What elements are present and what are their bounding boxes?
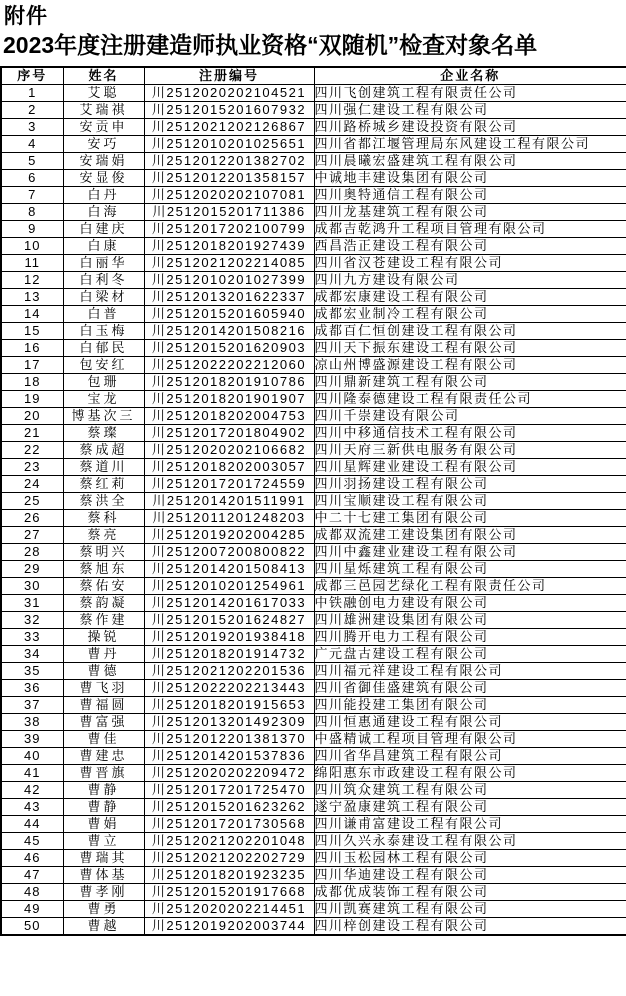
name-cell: 安巧 [63,136,144,153]
reg-number-cell: 川2512020202209472 [144,765,314,782]
table-body [1,85,626,936]
company-cell: 四川千崇建设有限公司 [314,408,626,425]
reg-number-cell: 川2512015201711386 [144,204,314,221]
table-row [1,731,626,748]
name-cell: 曹飞羽 [63,680,144,697]
column-header-reg: 注册编号 [144,67,314,85]
name-cell: 蔡作建 [63,612,144,629]
reg-number-cell: 川2512012201382702 [144,153,314,170]
reg-number-cell: 川2512015201917668 [144,884,314,901]
company-cell: 四川隆泰德建设工程有限责任公司 [314,391,626,408]
row-number-cell: 7 [1,187,63,204]
table-row [1,510,626,527]
row-number-cell: 19 [1,391,63,408]
reg-number-cell: 川2512013201492309 [144,714,314,731]
table-row [1,476,626,493]
reg-number-cell: 川2512017201725470 [144,782,314,799]
table-row [1,323,626,340]
name-cell: 白海 [63,204,144,221]
name-cell: 白郁民 [63,340,144,357]
reg-number-cell: 川2512014201537836 [144,748,314,765]
company-cell: 四川奥特通信工程有限公司 [314,187,626,204]
header-row [1,67,626,85]
table-row [1,204,626,221]
row-number-cell: 31 [1,595,63,612]
row-number-cell: 15 [1,323,63,340]
company-cell: 四川省华昌建筑工程有限公司 [314,748,626,765]
row-number-cell: 14 [1,306,63,323]
row-number-cell: 30 [1,578,63,595]
name-cell: 白丹 [63,187,144,204]
company-cell: 凉山州博盛源建设工程有限公司 [314,357,626,374]
reg-number-cell: 川2512014201511991 [144,493,314,510]
reg-number-cell: 川2512018201915653 [144,697,314,714]
reg-number-cell: 川2512020202107081 [144,187,314,204]
company-cell: 四川雄洲建设集团有限公司 [314,612,626,629]
reg-number-cell: 川2512018201901907 [144,391,314,408]
row-number-cell: 42 [1,782,63,799]
table-row [1,884,626,901]
row-number-cell: 18 [1,374,63,391]
table-row [1,459,626,476]
table-row [1,102,626,119]
company-cell: 四川凯赛建筑工程有限公司 [314,901,626,918]
reg-number-cell: 川2512018201914732 [144,646,314,663]
reg-number-cell: 川2512015201607932 [144,102,314,119]
company-cell: 中铁融创电力建设有限公司 [314,595,626,612]
row-number-cell: 12 [1,272,63,289]
reg-number-cell: 川2512010201254961 [144,578,314,595]
table-row [1,918,626,936]
company-cell: 四川省都江堰管理局东风建设工程有限公司 [314,136,626,153]
row-number-cell: 27 [1,527,63,544]
row-number-cell: 32 [1,612,63,629]
company-cell: 四川恒惠通建设工程有限公司 [314,714,626,731]
row-number-cell: 20 [1,408,63,425]
row-number-cell: 47 [1,867,63,884]
company-cell: 中诚地丰建设集团有限公司 [314,170,626,187]
reg-number-cell: 川2512021202126867 [144,119,314,136]
company-cell: 四川天下振东建设工程有限公司 [314,340,626,357]
row-number-cell: 28 [1,544,63,561]
reg-number-cell: 川2512014201617033 [144,595,314,612]
reg-number-cell: 川2512011201248203 [144,510,314,527]
company-cell: 四川天府三新供电服务有限公司 [314,442,626,459]
row-number-cell: 3 [1,119,63,136]
name-cell: 曹晋旗 [63,765,144,782]
name-cell: 曹静 [63,782,144,799]
reg-number-cell: 川2512010201027399 [144,272,314,289]
row-number-cell: 21 [1,425,63,442]
reg-number-cell: 川2512020202104521 [144,85,314,102]
name-cell: 蔡科 [63,510,144,527]
company-cell: 四川九方建设有限公司 [314,272,626,289]
reg-number-cell: 川2512019202003744 [144,918,314,936]
table-row [1,867,626,884]
reg-number-cell: 川2512018201927439 [144,238,314,255]
company-cell: 四川鼎新建筑工程有限公司 [314,374,626,391]
reg-number-cell: 川2512022202212060 [144,357,314,374]
table-row [1,85,626,102]
reg-number-cell: 川2512012201381370 [144,731,314,748]
row-number-cell: 35 [1,663,63,680]
table-row [1,663,626,680]
table-row [1,782,626,799]
name-cell: 蔡旭东 [63,561,144,578]
company-cell: 四川羽扬建设工程有限公司 [314,476,626,493]
row-number-cell: 33 [1,629,63,646]
reg-number-cell: 川2512015201623262 [144,799,314,816]
row-number-cell: 2 [1,102,63,119]
row-number-cell: 45 [1,833,63,850]
reg-number-cell: 川2512018202004753 [144,408,314,425]
table-row [1,221,626,238]
row-number-cell: 48 [1,884,63,901]
column-header-no: 序号 [1,67,63,85]
company-cell: 四川路桥城乡建设投资有限公司 [314,119,626,136]
name-cell: 蔡明兴 [63,544,144,561]
table-row [1,799,626,816]
name-cell: 白梁材 [63,289,144,306]
company-cell: 四川星辉建业建设工程有限公司 [314,459,626,476]
column-header-name: 姓名 [63,67,144,85]
name-cell: 曹越 [63,918,144,936]
row-number-cell: 29 [1,561,63,578]
reg-number-cell: 川2512018202003057 [144,459,314,476]
row-number-cell: 4 [1,136,63,153]
inspection-roster-table [0,66,626,936]
company-cell: 成都吉乾鸿升工程项目管理有限公司 [314,221,626,238]
table-row [1,255,626,272]
company-cell: 四川久兴永泰建设工程有限公司 [314,833,626,850]
table-row [1,374,626,391]
row-number-cell: 10 [1,238,63,255]
reg-number-cell: 川2512022202213443 [144,680,314,697]
row-number-cell: 49 [1,901,63,918]
row-number-cell: 1 [1,85,63,102]
company-cell: 中二十七建工集团有限公司 [314,510,626,527]
row-number-cell: 41 [1,765,63,782]
reg-number-cell: 川2512019202004285 [144,527,314,544]
reg-number-cell: 川2512015201605940 [144,306,314,323]
row-number-cell: 50 [1,918,63,936]
row-number-cell: 11 [1,255,63,272]
column-header-company: 企业名称 [314,67,626,85]
row-number-cell: 6 [1,170,63,187]
reg-number-cell: 川2512020202214451 [144,901,314,918]
company-cell: 四川筑众建筑工程有限公司 [314,782,626,799]
company-cell: 成都百仁恒创建设工程有限公司 [314,323,626,340]
name-cell: 艾瑞祺 [63,102,144,119]
table-row [1,816,626,833]
table-row [1,238,626,255]
company-cell: 四川省御佳盛建筑有限公司 [314,680,626,697]
name-cell: 蔡成超 [63,442,144,459]
name-cell: 安瑞娟 [63,153,144,170]
table-row [1,136,626,153]
row-number-cell: 22 [1,442,63,459]
company-cell: 四川省汉苍建设工程有限公司 [314,255,626,272]
table-row [1,306,626,323]
name-cell: 曹福圆 [63,697,144,714]
page-title: 2023年度注册建造师执业资格“双随机”检查对象名单 [3,32,538,58]
row-number-cell: 24 [1,476,63,493]
company-cell: 四川晨曦宏盛建筑工程有限公司 [314,153,626,170]
row-number-cell: 36 [1,680,63,697]
table-row [1,170,626,187]
table-row [1,612,626,629]
name-cell: 蔡道川 [63,459,144,476]
company-cell: 四川龙基建筑工程有限公司 [314,204,626,221]
company-cell: 四川强仁建设工程有限公司 [314,102,626,119]
name-cell: 白建庆 [63,221,144,238]
company-cell: 四川中鑫建业建设工程有限公司 [314,544,626,561]
row-number-cell: 44 [1,816,63,833]
row-number-cell: 5 [1,153,63,170]
name-cell: 艾聪 [63,85,144,102]
company-cell: 中盛精诚工程项目管理有限公司 [314,731,626,748]
reg-number-cell: 川2512021202214085 [144,255,314,272]
company-cell: 四川宝顺建设工程有限公司 [314,493,626,510]
table-row [1,272,626,289]
name-cell: 白玉梅 [63,323,144,340]
company-cell: 遂宁盈康建筑工程有限公司 [314,799,626,816]
name-cell: 包安红 [63,357,144,374]
table-row [1,561,626,578]
row-number-cell: 39 [1,731,63,748]
name-cell: 蔡亮 [63,527,144,544]
attachment-label: 附件 [4,5,48,28]
company-cell: 成都三邑园艺绿化工程有限责任公司 [314,578,626,595]
table-row [1,289,626,306]
company-cell: 四川能投建工集团有限公司 [314,697,626,714]
row-number-cell: 13 [1,289,63,306]
company-cell: 西昌浩正建设工程有限公司 [314,238,626,255]
table-row [1,714,626,731]
table-row [1,425,626,442]
reg-number-cell: 川2512018201910786 [144,374,314,391]
table-row [1,544,626,561]
table-row [1,442,626,459]
company-cell: 四川飞创建筑工程有限责任公司 [314,85,626,102]
name-cell: 曹富强 [63,714,144,731]
reg-number-cell: 川2512017201804902 [144,425,314,442]
table-row [1,357,626,374]
table-row [1,680,626,697]
name-cell: 白普 [63,306,144,323]
company-cell: 四川福元祥建设工程有限公司 [314,663,626,680]
table-row [1,697,626,714]
table-row [1,765,626,782]
reg-number-cell: 川2512020202106682 [144,442,314,459]
name-cell: 曹德 [63,663,144,680]
table-row [1,595,626,612]
name-cell: 蔡韵凝 [63,595,144,612]
name-cell: 操锐 [63,629,144,646]
table-row [1,493,626,510]
reg-number-cell: 川2512013201622337 [144,289,314,306]
company-cell: 四川腾开电力工程有限公司 [314,629,626,646]
reg-number-cell: 川2512021202202729 [144,850,314,867]
name-cell: 宝龙 [63,391,144,408]
name-cell: 曹瑞其 [63,850,144,867]
name-cell: 包珊 [63,374,144,391]
company-cell: 四川华迪建设工程有限公司 [314,867,626,884]
name-cell: 安贡申 [63,119,144,136]
row-number-cell: 25 [1,493,63,510]
table-row [1,646,626,663]
table-row [1,527,626,544]
reg-number-cell: 川2512014201508413 [144,561,314,578]
company-cell: 四川谦甫富建设工程有限公司 [314,816,626,833]
company-cell: 绵阳惠东市政建设工程有限公司 [314,765,626,782]
row-number-cell: 46 [1,850,63,867]
name-cell: 曹建忠 [63,748,144,765]
company-cell: 四川梓创建设工程有限公司 [314,918,626,936]
name-cell: 蔡佑安 [63,578,144,595]
company-cell: 成都宏康建设工程有限公司 [314,289,626,306]
table-row [1,629,626,646]
table-row [1,408,626,425]
name-cell: 博基次三 [63,408,144,425]
table-row [1,578,626,595]
reg-number-cell: 川2512017201730568 [144,816,314,833]
name-cell: 白康 [63,238,144,255]
row-number-cell: 17 [1,357,63,374]
company-cell: 广元盘古建设工程有限公司 [314,646,626,663]
reg-number-cell: 川2512021202201536 [144,663,314,680]
company-cell: 四川玉松园林工程有限公司 [314,850,626,867]
name-cell: 曹体基 [63,867,144,884]
reg-number-cell: 川2512012201358157 [144,170,314,187]
name-cell: 蔡洪全 [63,493,144,510]
company-cell: 四川中移通信技术工程有限公司 [314,425,626,442]
name-cell: 安显俊 [63,170,144,187]
reg-number-cell: 川2512015201620903 [144,340,314,357]
table-row [1,153,626,170]
table-row [1,850,626,867]
name-cell: 曹孝刚 [63,884,144,901]
table-header [1,67,626,85]
company-cell: 成都双流建工建设集团有限公司 [314,527,626,544]
reg-number-cell: 川2512017202100799 [144,221,314,238]
table-row [1,119,626,136]
reg-number-cell: 川2512015201624827 [144,612,314,629]
company-cell: 成都优成装饰工程有限公司 [314,884,626,901]
reg-number-cell: 川2512010201025651 [144,136,314,153]
table-row [1,833,626,850]
reg-number-cell: 川2512007200800822 [144,544,314,561]
name-cell: 白丽华 [63,255,144,272]
name-cell: 曹丹 [63,646,144,663]
table-row [1,187,626,204]
row-number-cell: 37 [1,697,63,714]
name-cell: 曹勇 [63,901,144,918]
table-row [1,391,626,408]
reg-number-cell: 川2512017201724559 [144,476,314,493]
name-cell: 白利冬 [63,272,144,289]
table-row [1,748,626,765]
name-cell: 蔡红莉 [63,476,144,493]
reg-number-cell: 川2512021202201048 [144,833,314,850]
row-number-cell: 9 [1,221,63,238]
row-number-cell: 8 [1,204,63,221]
row-number-cell: 38 [1,714,63,731]
name-cell: 曹佳 [63,731,144,748]
row-number-cell: 34 [1,646,63,663]
name-cell: 曹静 [63,799,144,816]
reg-number-cell: 川2512014201508216 [144,323,314,340]
company-cell: 四川星烁建筑工程有限公司 [314,561,626,578]
row-number-cell: 26 [1,510,63,527]
reg-number-cell: 川2512019201938418 [144,629,314,646]
row-number-cell: 23 [1,459,63,476]
row-number-cell: 16 [1,340,63,357]
name-cell: 曹娟 [63,816,144,833]
table-row [1,340,626,357]
table-row [1,901,626,918]
company-cell: 成都宏业制冷工程有限公司 [314,306,626,323]
row-number-cell: 40 [1,748,63,765]
reg-number-cell: 川2512018201923235 [144,867,314,884]
row-number-cell: 43 [1,799,63,816]
name-cell: 蔡璨 [63,425,144,442]
name-cell: 曹立 [63,833,144,850]
